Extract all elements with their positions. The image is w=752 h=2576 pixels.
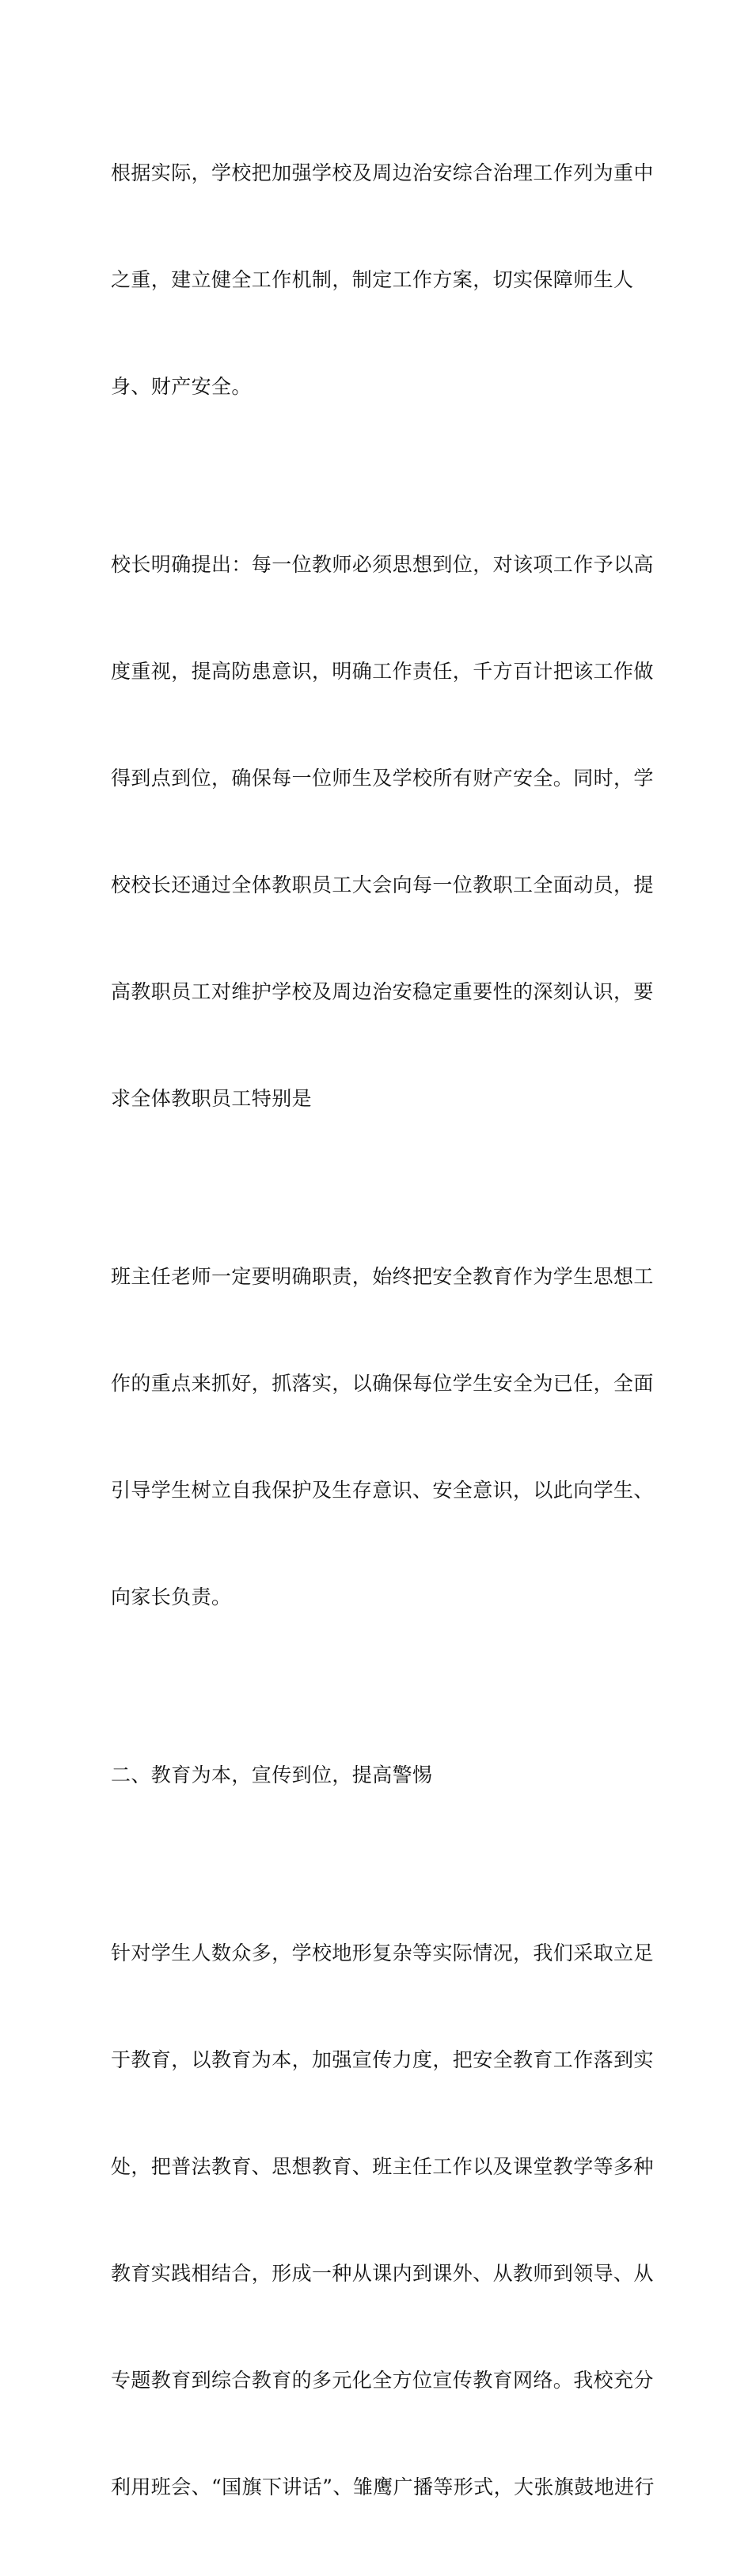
paragraph-3 — [111, 1188, 654, 1686]
text-line: 得到点到位，确保每一位师生及学校所有财产安全。同时，学 — [111, 767, 654, 790]
text-line: 身、财产安全。 — [111, 375, 252, 398]
text-line: 根据实际，学校把加强学校及周边治安综合治理工作列为重中 — [111, 161, 654, 184]
paragraph-2 — [111, 475, 654, 1188]
paragraph-1 — [111, 84, 654, 475]
text-line: 高教职员工对维护学校及周边治安稳定重要性的深刻认识，要 — [111, 980, 654, 1003]
text-line: 处，把普法教育、思想教育、班主任工作以及课堂教学等多种 — [111, 2155, 654, 2178]
text-line: 利用班会、“国旗下讲话”、雏鹰广播等形式，大张旗鼓地进行 — [111, 2476, 655, 2498]
text-line: 向家长负责。 — [111, 1585, 232, 1608]
text-line: 班主任老师一定要明确职责，始终把安全教育作为学生思想工 — [111, 1265, 654, 1288]
paragraph-4 — [111, 1864, 655, 2576]
text-line: 度重视，提高防患意识，明确工作责任，千方百计把该工作做 — [111, 660, 654, 683]
text-line: 引导学生树立自我保护及生存意识、安全意识，以此向学生、 — [111, 1479, 654, 1502]
text-line: 求全体教职员工特别是 — [111, 1087, 313, 1110]
text-line: 教育实践相结合，形成一种从课内到课外、从教师到领导、从 — [111, 2262, 654, 2285]
text-line: 作的重点来抓好，抓落实，以确保每位学生安全为已任，全面 — [111, 1372, 654, 1395]
text-line: 校校长还通过全体教职员工大会向每一位教职工全面动员，提 — [111, 873, 654, 896]
section-heading — [111, 1686, 645, 1864]
text-line: 针对学生人数众多，学校地形复杂等实际情况，我们采取立足 — [111, 1941, 654, 1964]
text-line: 于教育，以教育为本，加强宣传力度，把安全教育工作落到实 — [111, 2048, 654, 2071]
text-line: 专题教育到综合教育的多元化全方位宣传教育网络。我校充分 — [111, 2369, 654, 2392]
text-line: 校长明确提出：每一位教师必须思想到位，对该项工作予以高 — [111, 553, 654, 576]
heading-line: 二、教育为本，宣传到位，提高警惕 — [111, 1763, 433, 1786]
document-body — [111, 84, 655, 2576]
text-line: 之重，建立健全工作机制，制定工作方案，切实保障师生人 — [111, 268, 634, 291]
